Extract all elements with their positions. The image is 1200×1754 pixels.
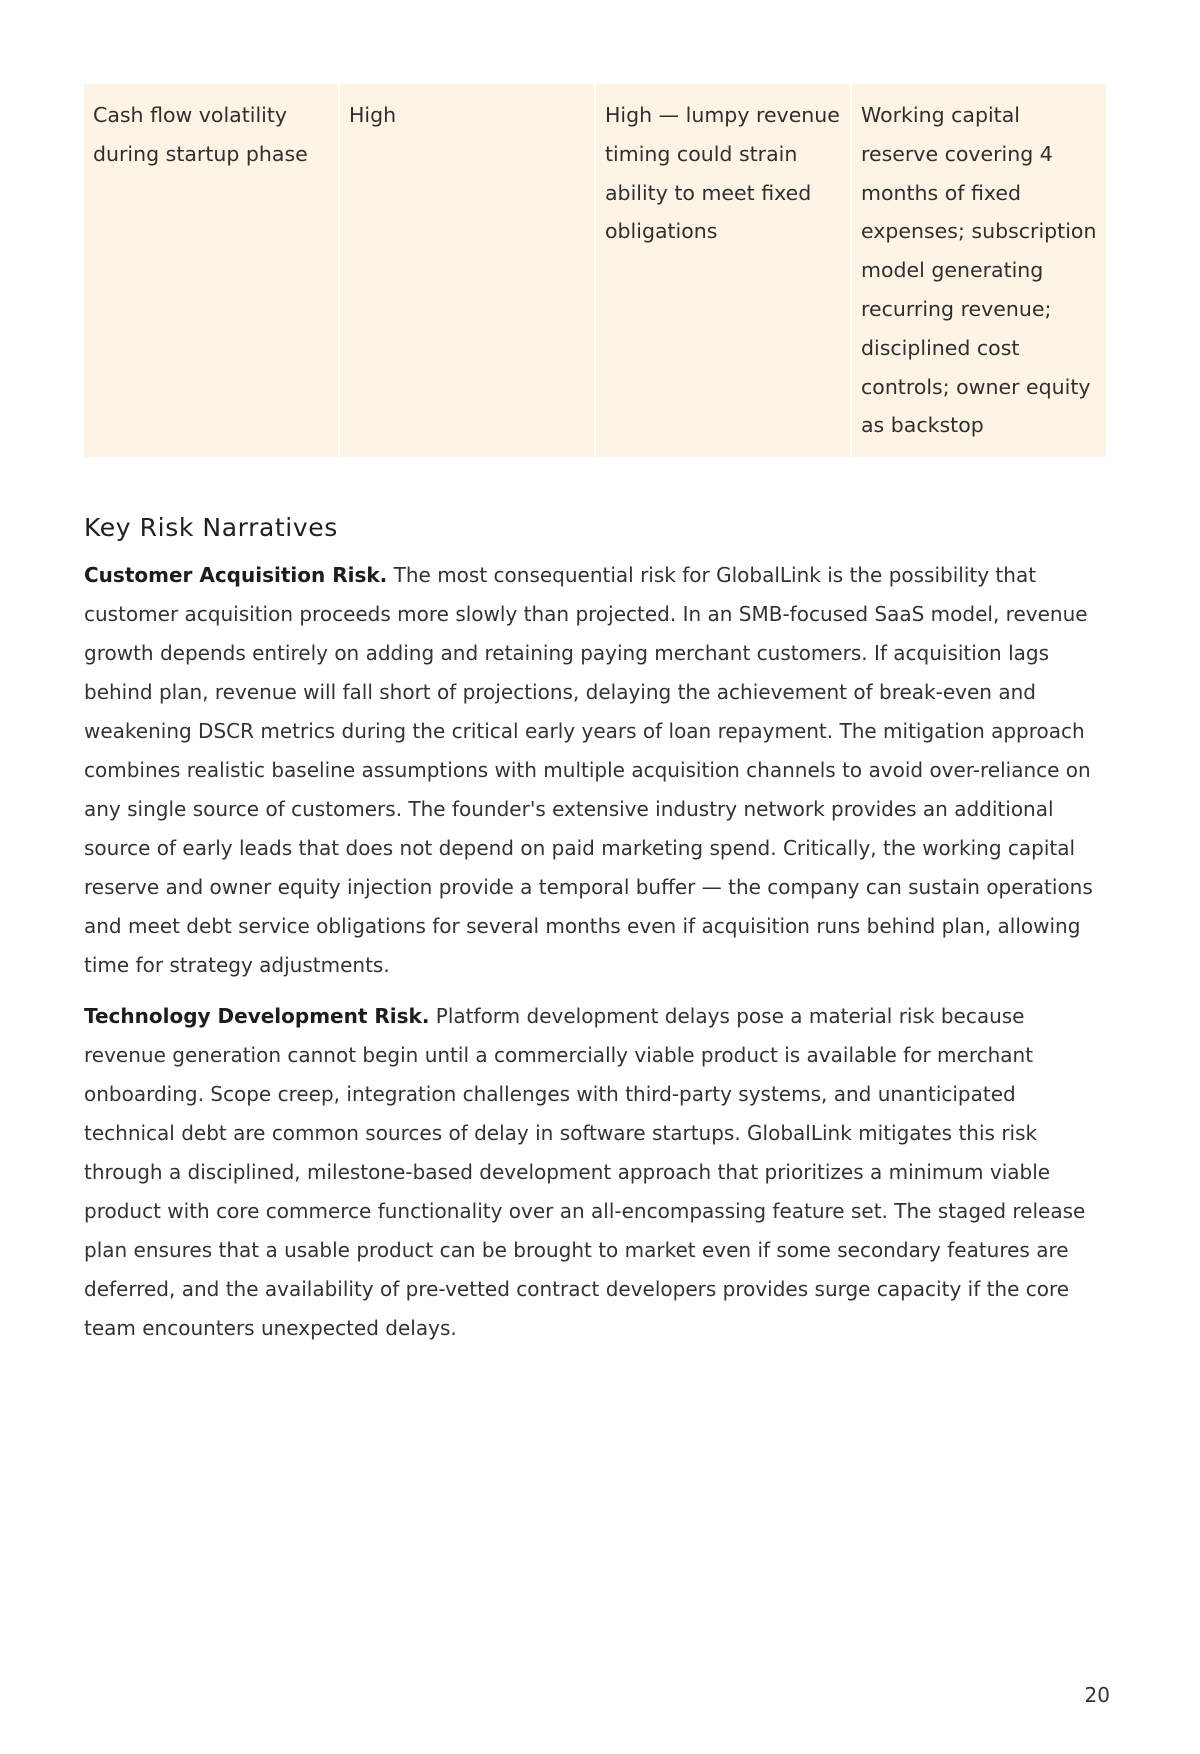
likelihood-cell: High — [340, 84, 594, 457]
risk-table — [82, 84, 1108, 457]
mitigation-cell: Working capital reserve covering 4 months of fixed expenses; subscription model generating recurring revenue; disciplined cost controls; owner equity as backstop — [852, 84, 1106, 457]
impact-cell: High — lumpy revenue timing could strain ability to meet fixed obligations — [596, 84, 850, 457]
paragraph-body: Platform development delays pose a material risk because revenue generation cannot begin until a commercially viable product is available for merchant onboarding. Scope creep, integration challenges with third-party systems, and unanticipated technical debt are common sources of delay in software startups. GlobalLink mitigates this risk through a disciplined, milestone-based development approach that prioritizes a minimum viable product with core commerce functionality over an all-encompassing feature set. The staged release plan ensures that a usable product can be brought to market even if some secondary features are deferred, and the availability of pre-vetted contract developers provides surge capacity if the core team encounters unexpected delays. — [84, 1004, 1086, 1341]
narrative-paragraph-technology-development — [84, 997, 1110, 1348]
document-page — [84, 84, 1110, 1360]
narrative-paragraph-customer-acquisition — [84, 556, 1110, 985]
table-row — [84, 84, 1106, 457]
paragraph-lead-in: Technology Development Risk. — [84, 1004, 430, 1029]
paragraph-body: The most consequential risk for GlobalLink is the possibility that customer acquisition proceeds more slowly than projected. In an SMB-focused SaaS model, revenue growth depends entirely on adding and retaining paying merchant customers. If acquisition lags behind plan, revenue will fall short of projections, delaying the achievement of break-even and weakening DSCR metrics during the critical early years of loan repayment. The mitigation approach combines realistic baseline assumptions with multiple acquisition channels to avoid over-reliance on any single source of customers. The founder's extensive industry network provides an additional source of early leads that does not depend on paid marketing spend. Critically, the working capital reserve and owner equity injection provide a temporal buffer — the company can sustain operations and meet debt service obligations for several months even if acquisition runs behind plan, allowing time for strategy adjustments. — [84, 563, 1093, 978]
page-number: 20 — [1084, 1683, 1110, 1707]
section-heading: Key Risk Narratives — [84, 513, 338, 543]
risk-cell: Cash flow volatility during startup phase — [84, 84, 338, 457]
paragraph-lead-in: Customer Acquisition Risk. — [84, 563, 388, 588]
